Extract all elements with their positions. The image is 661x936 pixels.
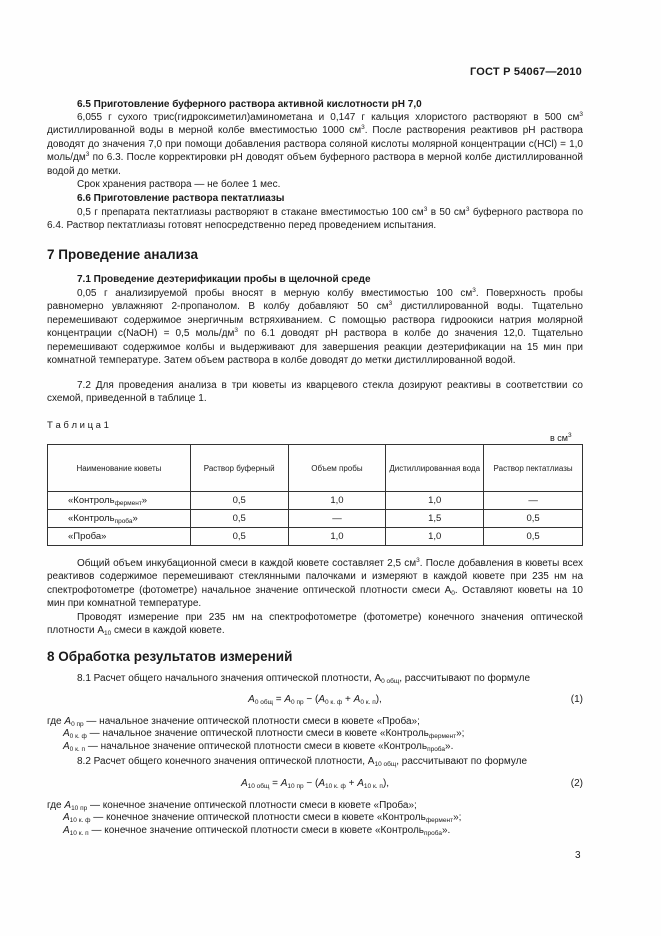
table-cell: — <box>484 492 583 510</box>
formula-2-number: (2) <box>570 778 583 789</box>
table-unit: в $см^3$ <box>550 432 572 443</box>
formula-1-definitions: где $A_{0 пр}$ — начальное значение оптической плотности смеси в кювете «Проба»; $A_{0 к. ф}$ — начальное значение оптической плотности смеси в кювете «Контроль$_{фермент}$»; $A_{0 к. п}$ — начальное значение оптической плотности смеси в кювете «Контроль$_{проба}$». <box>47 716 465 753</box>
table-cell: 0,5 <box>484 528 583 546</box>
table-header-row <box>48 445 583 492</box>
section-6-6-title: 6.6 Приготовление раствора пектатлиазы <box>77 193 285 204</box>
row-label: «Контроль$_{проба}$» <box>48 510 191 528</box>
table-header: Дистиллированная вода <box>386 445 484 492</box>
section-7-1-title: 7.1 Проведение деэтерификации пробы в щелочной среде <box>77 274 371 285</box>
section-6-6-text: 0,5 г препарата пектатлиазы растворяют в стакане вместимостью 100 $см^3$ в 50 $см^3$ буферного раствора по 6.4. Раствор пектатлиазы готовят непосредственно перед проведением испытания. <box>47 206 584 232</box>
table-cell: 1,5 <box>386 510 484 528</box>
incubation-text: Общий объем инкубационной смеси в каждой кювете составляет 2,5 $см^3$. После добавления в кюветы всех реактивов содержимое перемешивают стеклянными палочками и измеряют в каждой кювете при 235 нм на спектрофотометре (фотометре) начальное значение оптической плотности смеси $A_0$. Оставляют кюветы на 10 мин при комнатной температуре. <box>47 557 584 610</box>
table-cell: 1,0 <box>386 528 484 546</box>
table-header: Объем пробы <box>288 445 386 492</box>
table-cell: 0,5 <box>190 510 288 528</box>
table-cell: 1,0 <box>288 528 386 546</box>
document-page: ГОСТ Р 54067—2010 6.5 Приготовление буферного раствора активной кислотности pH 7,0 6,055 г сухого трис(гидроксиметил)аминометана и 0,147 г кальция хлористого растворяют в 500 $см^3$ дистиллированной воды в мерной колбе вместимостью 1000 $см^3$. После растворения реактивов pH раствора доводят до значения 7,0 при помощи добавления раствора соляной кислоты молярной концентрации c(HCl) = 1,0 моль/$дм^3$ по 6.3. После корректировки pH доводят объем буферного раствора в мерной колбе дистиллированной водой до метки. Срок хранения раствора — не более 1 мес. 6.6 Приготовление раствора пектатлиазы 0,5 г препарата пектатлиазы растворяют в стакане вместимостью 100 $см^3$ в 50 $см^3$ буферного раствора по 6.4. Раствор пектатлиазы готовят непосредственно перед проведением испытания. 7 Проведение анализа 7.1 Проведение деэтерификации пробы в щелочной среде 0,05 г анализируемой пробы вносят в мерную колбу вместимостью 100 $см^3$. Поверхность пробы равномерно увлажняют 2-пропанолом. В колбу добавляют 50 $см^3$ дистиллированной воды. Тщательно перемешивают содержимое энергичным встряхиванием. С помощью раствора гидроокиси натрия молярной концентрации c(NaOH) = 0,5 моль/$дм^3$ по 6.1 доводят pH раствора в колбе до значения 12,0. Тщательно перемешивают содержимое колбы и выдерживают для завершения реакции деэтерификации на 15 мин при комнатной температуре. Затем объем раствора в колбе доводят до метки дистиллированной водой. 7.2 Для проведения анализа в три кюветы из кварцевого стекла дозируют реактивы в соответствии со схемой, приведенной в таблице 1. Т а б л и ц а 1 в $см^3$ Наименование кюветы Раствор буферный Объем пробы Дистиллированная вода Раствор пектатлиазы «Контроль$_{фермент}$» 0,5 1,0 1,0 — «Контроль$_{проба}$» 0,5 — 1,5 0,5 «Проба» 0,5 1,0 1,0 0,5 Общий объем инкубационной смеси в каждой кювете составляет 2,5 $см^3$. После добавления в кюветы всех реактивов содержимое перемешивают стеклянными палочками и измеряют в каждой кювете при 235 нм на спектрофотометре (фотометре) начальное значение оптической плотности смеси $A_0$. Оставляют кюветы на 10 мин при комнатной температуре. Проводят измерение при 235 нм на спектрофотометре (фотометре) конечного значения оптической плотности $A_{10}$ смеси в каждой кювете. 8 Обработка результатов измерений 8.1 Расчет общего начального значения оптической плотности, $A_{0 общ}$, рассчитывают по формуле $A_{0 общ} = A_{0 пр} - (A_{0 к. ф} + A_{0 к. п})$, (1) где $A_{0 пр}$ — начальное значение оптической плотности смеси в кювете «Проба»; $A_{0 к. ф}$ — начальное значение оптической плотности смеси в кювете «Контроль$_{фермент}$»; $A_{0 к. п}$ — начальное значение оптической плотности смеси в кювете «Контроль$_{проба}$». 8.2 Расчет общего конечного значения оптической плотности, $A_{10 общ}$, рассчитывают по формуле $A_{10 общ} = A_{10 пр} - (A_{10 к. ф} + A_{10 к. п})$, (2) где $A_{10 пр}$ — конечное значение оптической плотности смеси в кювете «Проба»; $A_{10 к. ф}$ — конечное значение оптической плотности смеси в кювете «Контроль$_{фермент}$»; $A_{10 к. п}$ — конечное значение оптической плотности смеси в кювете «Контроль$_{проба}$». 3 <box>0 0 661 936</box>
page-number: 3 <box>575 850 581 861</box>
table-header: Наименование кюветы <box>48 445 191 492</box>
final-measurement-text: Проводят измерение при 235 нм на спектрофотометре (фотометре) конечного значения оптической плотности $A_{10}$ смеси в каждой кювете. <box>47 612 583 638</box>
table-cell: — <box>288 510 386 528</box>
table-row <box>48 528 583 546</box>
section-7-2-text: 7.2 Для проведения анализа в три кюветы из кварцевого стекла дозируют реактивы в соответствии со схемой, приведенной в таблице 1. <box>47 380 583 405</box>
table-caption: Т а б л и ц а 1 <box>47 420 109 431</box>
section-6-5-title: 6.5 Приготовление буферного раствора активной кислотности pH 7,0 <box>77 99 422 110</box>
table-header: Раствор буферный <box>190 445 288 492</box>
section-7-1-text: 0,05 г анализируемой пробы вносят в мерную колбу вместимостью 100 $см^3$. Поверхность пробы равномерно увлажняют 2-пропанолом. В колбу добавляют 50 $см^3$ дистиллированной воды. Тщательно перемешивают содержимое энергичным встряхиванием. С помощью раствора гидроокиси натрия молярной концентрации c(NaOH) = 0,5 моль/$дм^3$ по 6.1 доводят pH раствора в колбе до значения 12,0. Тщательно перемешивают содержимое колбы и выдерживают для завершения реакции деэтерификации на 15 мин при комнатной температуре. Затем объем раствора в колбе доводят до метки дистиллированной водой. <box>47 287 583 367</box>
section-8-heading: 8 Обработка результатов измерений <box>47 649 293 664</box>
section-8-1-text: 8.1 Расчет общего начального значения оптической плотности, $A_{0 общ}$, рассчитывают по формуле <box>77 673 531 685</box>
reagent-table <box>47 444 583 546</box>
table-header: Раствор пектатлиазы <box>484 445 583 492</box>
table-row <box>48 510 583 528</box>
section-6-5-text: 6,055 г сухого трис(гидроксиметил)аминометана и 0,147 г кальция хлористого растворяют в 500 $см^3$ дистиллированной воды в мерной колбе вместимостью 1000 $см^3$. После растворения реактивов pH раствора доводят до значения 7,0 при помощи добавления раствора соляной кислоты молярной концентрации c(HCl) = 1,0 моль/$дм^3$ по 6.3. После корректировки pH доводят объем буферного раствора в мерной колбе дистиллированной водой до метки. <box>47 111 583 177</box>
formula-2-definitions: где $A_{10 пр}$ — конечное значение оптической плотности смеси в кювете «Проба»; $A_{10 к. ф}$ — конечное значение оптической плотности смеси в кювете «Контроль$_{фермент}$»; $A_{10 к. п}$ — конечное значение оптической плотности смеси в кювете «Контроль$_{проба}$». <box>47 800 462 837</box>
standard-header: ГОСТ Р 54067—2010 <box>470 66 582 78</box>
section-7-heading: 7 Проведение анализа <box>47 247 198 262</box>
section-8-2-text: 8.2 Расчет общего конечного значения оптической плотности, $A_{10 общ}$, рассчитывают по формуле <box>77 756 528 768</box>
row-label: «Проба» <box>48 528 191 546</box>
table-cell: 0,5 <box>190 528 288 546</box>
table-cell: 1,0 <box>386 492 484 510</box>
formula-1-number: (1) <box>570 694 583 705</box>
table-cell: 0,5 <box>484 510 583 528</box>
table-cell: 1,0 <box>288 492 386 510</box>
section-6-5-shelf-life: Срок хранения раствора — не более 1 мес. <box>77 179 281 190</box>
table-row <box>48 492 583 510</box>
row-label: «Контроль$_{фермент}$» <box>48 492 191 510</box>
table-cell: 0,5 <box>190 492 288 510</box>
